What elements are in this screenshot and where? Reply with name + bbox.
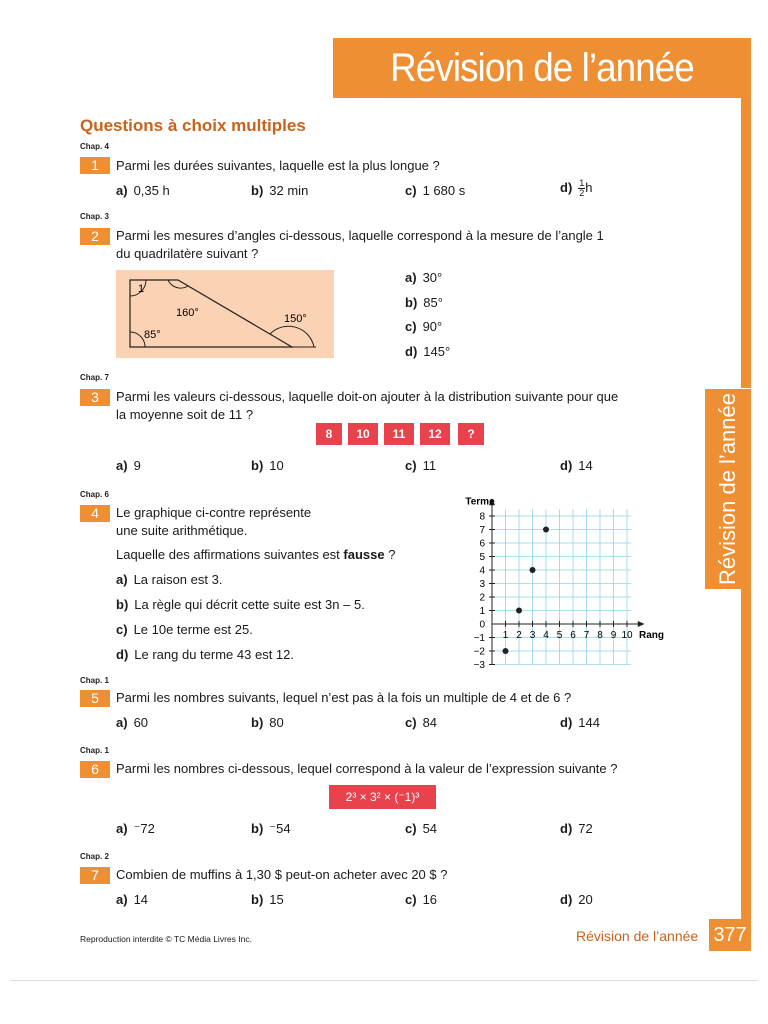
answer-d: d) 144 bbox=[560, 715, 600, 730]
question-text-line2: du quadrilatère suivant ? bbox=[116, 246, 259, 261]
side-tab-label: Révision de l’année bbox=[715, 392, 740, 586]
y-tick-label: 1 bbox=[479, 606, 485, 617]
answer-c: c) 90° bbox=[405, 319, 443, 334]
x-tick-label: 3 bbox=[529, 630, 536, 641]
y-tick-label: 0 bbox=[479, 619, 485, 631]
x-tick-label: 5 bbox=[556, 630, 563, 641]
x-tick-label: 7 bbox=[583, 630, 590, 641]
answer-b: b) ⁻54 bbox=[251, 821, 291, 836]
x-tick-label: 10 bbox=[621, 630, 633, 641]
y-tick-label: 2 bbox=[479, 592, 485, 604]
answer-d: d) Le rang du terme 43 est 12. bbox=[116, 647, 294, 662]
answer-c: c) 11 bbox=[405, 458, 437, 473]
question-number: 3 bbox=[80, 389, 110, 406]
chapter-tag: Chap. 3 bbox=[80, 212, 109, 221]
question-number: 7 bbox=[80, 867, 110, 884]
question-prompt: Laquelle des affirmations suivantes est fausse ? bbox=[116, 547, 396, 562]
answer-b: b) La règle qui décrit cette suite est 3n – 5. bbox=[116, 597, 365, 612]
chapter-tag: Chap. 2 bbox=[80, 852, 109, 861]
chapter-tag: Chap. 4 bbox=[80, 142, 109, 151]
answer-d: d) 20 bbox=[560, 892, 593, 907]
quadrilateral-figure bbox=[116, 270, 334, 358]
answer-b: b) 15 bbox=[251, 892, 284, 907]
x-tick-label: 6 bbox=[570, 630, 576, 641]
answer-c: c) 16 bbox=[405, 892, 438, 907]
question-number: 5 bbox=[80, 690, 110, 707]
answer-c: c) Le 10e terme est 25. bbox=[116, 622, 253, 637]
question-number: 1 bbox=[80, 157, 110, 174]
x-axis-label: Rang bbox=[639, 630, 664, 641]
chapter-tag: Chap. 7 bbox=[80, 373, 109, 382]
answer-a: a) La raison est 3. bbox=[116, 572, 223, 587]
copyright-notice: Reproduction interdite © TC Média Livres Inc. bbox=[80, 934, 252, 944]
orange-margin-rule bbox=[741, 98, 751, 388]
y-axis-label: Terme bbox=[465, 496, 495, 508]
fraction: $\frac{1}{2}$ bbox=[579, 178, 585, 198]
distribution-value: 10 bbox=[348, 423, 378, 445]
answer-b: b) 10 bbox=[251, 458, 284, 473]
question-text-line2: une suite arithmétique. bbox=[116, 523, 248, 538]
question-text: Parmi les valeurs ci-dessous, laquelle doit-on ajouter à la distribution suivante pour que bbox=[116, 389, 619, 404]
page-title: Révision de l’année bbox=[390, 46, 694, 90]
y-tick-label: 8 bbox=[479, 511, 485, 523]
x-tick-label: 8 bbox=[597, 630, 603, 641]
x-tick-label: 1 bbox=[502, 630, 509, 641]
y-tick-label: −2 bbox=[473, 646, 485, 658]
question-text: Combien de muffins à 1,30 $ peut-on acheter avec 20 $ ? bbox=[116, 867, 448, 882]
y-tick-label: 6 bbox=[479, 538, 485, 550]
chapter-tag: Chap. 1 bbox=[80, 746, 109, 755]
section-title: Questions à choix multiples bbox=[80, 116, 306, 135]
answer-a: a) 14 bbox=[116, 892, 149, 907]
distribution-unknown: ? bbox=[458, 423, 484, 445]
question-text: Parmi les durées suivantes, laquelle est la plus longue ? bbox=[116, 158, 440, 173]
answer-d: d) 72 bbox=[560, 821, 593, 836]
answer-c: c) 1 680 s bbox=[405, 183, 466, 198]
chapter-tag: Chap. 6 bbox=[80, 490, 109, 499]
answer-a: a) ⁻72 bbox=[116, 821, 155, 836]
answer-b: b) 85° bbox=[405, 295, 443, 310]
answer-c: c) 84 bbox=[405, 715, 438, 730]
answer-a: a) 9 bbox=[116, 458, 141, 473]
orange-margin-rule-lower bbox=[741, 589, 751, 919]
distribution-value: 12 bbox=[420, 423, 450, 445]
answer-a: a) 60 bbox=[116, 715, 149, 730]
question-text: Le graphique ci-contre représente bbox=[116, 505, 312, 520]
question-number: 6 bbox=[80, 761, 110, 778]
question-text: Parmi les nombres suivants, lequel n’est pas à la fois un multiple de 4 et de 6 ? bbox=[116, 690, 572, 705]
answer-d: d) 145° bbox=[405, 344, 451, 359]
y-tick-label: 3 bbox=[479, 579, 485, 590]
page-number: 377 bbox=[709, 919, 751, 951]
question-text: Parmi les mesures d’angles ci-dessous, laquelle correspond à la mesure de l’angle 1 bbox=[116, 228, 604, 243]
angle-label-85: 85° bbox=[144, 329, 161, 341]
expression-box: 2³ × 3² × (⁻1)³ bbox=[329, 785, 436, 809]
y-tick-label: −1 bbox=[473, 633, 485, 644]
x-tick-label: 9 bbox=[610, 630, 617, 641]
answer-b: b) 80 bbox=[251, 715, 284, 730]
data-point bbox=[530, 567, 536, 573]
chapter-tag: Chap. 1 bbox=[80, 676, 109, 685]
answer-c: c) 54 bbox=[405, 821, 438, 836]
data-point bbox=[516, 608, 522, 614]
running-title: Révision de l’année bbox=[576, 928, 699, 944]
y-tick-label: 5 bbox=[479, 552, 485, 563]
question-number: 4 bbox=[80, 505, 110, 522]
data-point bbox=[503, 648, 509, 654]
y-tick-label: 7 bbox=[479, 525, 485, 536]
y-tick-label: 4 bbox=[479, 565, 485, 577]
distribution-value: 11 bbox=[384, 423, 414, 445]
answer-a: a) 0,35 h bbox=[116, 183, 170, 198]
x-tick-label: 4 bbox=[543, 630, 549, 641]
question-text: Parmi les nombres ci-dessous, lequel correspond à la valeur de l’expression suivante ? bbox=[116, 761, 618, 776]
page-edge-line bbox=[10, 980, 758, 981]
answer-d: d) 14 bbox=[560, 458, 593, 473]
data-point bbox=[543, 527, 549, 533]
answer-b: b) 32 min bbox=[251, 183, 309, 198]
sequence-chart bbox=[440, 492, 675, 677]
answer-a: a) 30° bbox=[405, 270, 443, 285]
x-axis-arrow bbox=[638, 621, 645, 627]
x-tick-label: 2 bbox=[516, 630, 522, 641]
question-text-line2: la moyenne soit de 11 ? bbox=[116, 407, 254, 422]
question-number: 2 bbox=[80, 228, 110, 245]
angle-label-160: 160° bbox=[176, 307, 199, 319]
answer-d: d) $\frac{1}{2}$ h bbox=[560, 178, 593, 198]
distribution-value: 8 bbox=[316, 423, 342, 445]
y-tick-label: −3 bbox=[473, 660, 485, 671]
angle-label-150: 150° bbox=[284, 313, 307, 325]
angle-label-1: 1 bbox=[138, 283, 145, 295]
